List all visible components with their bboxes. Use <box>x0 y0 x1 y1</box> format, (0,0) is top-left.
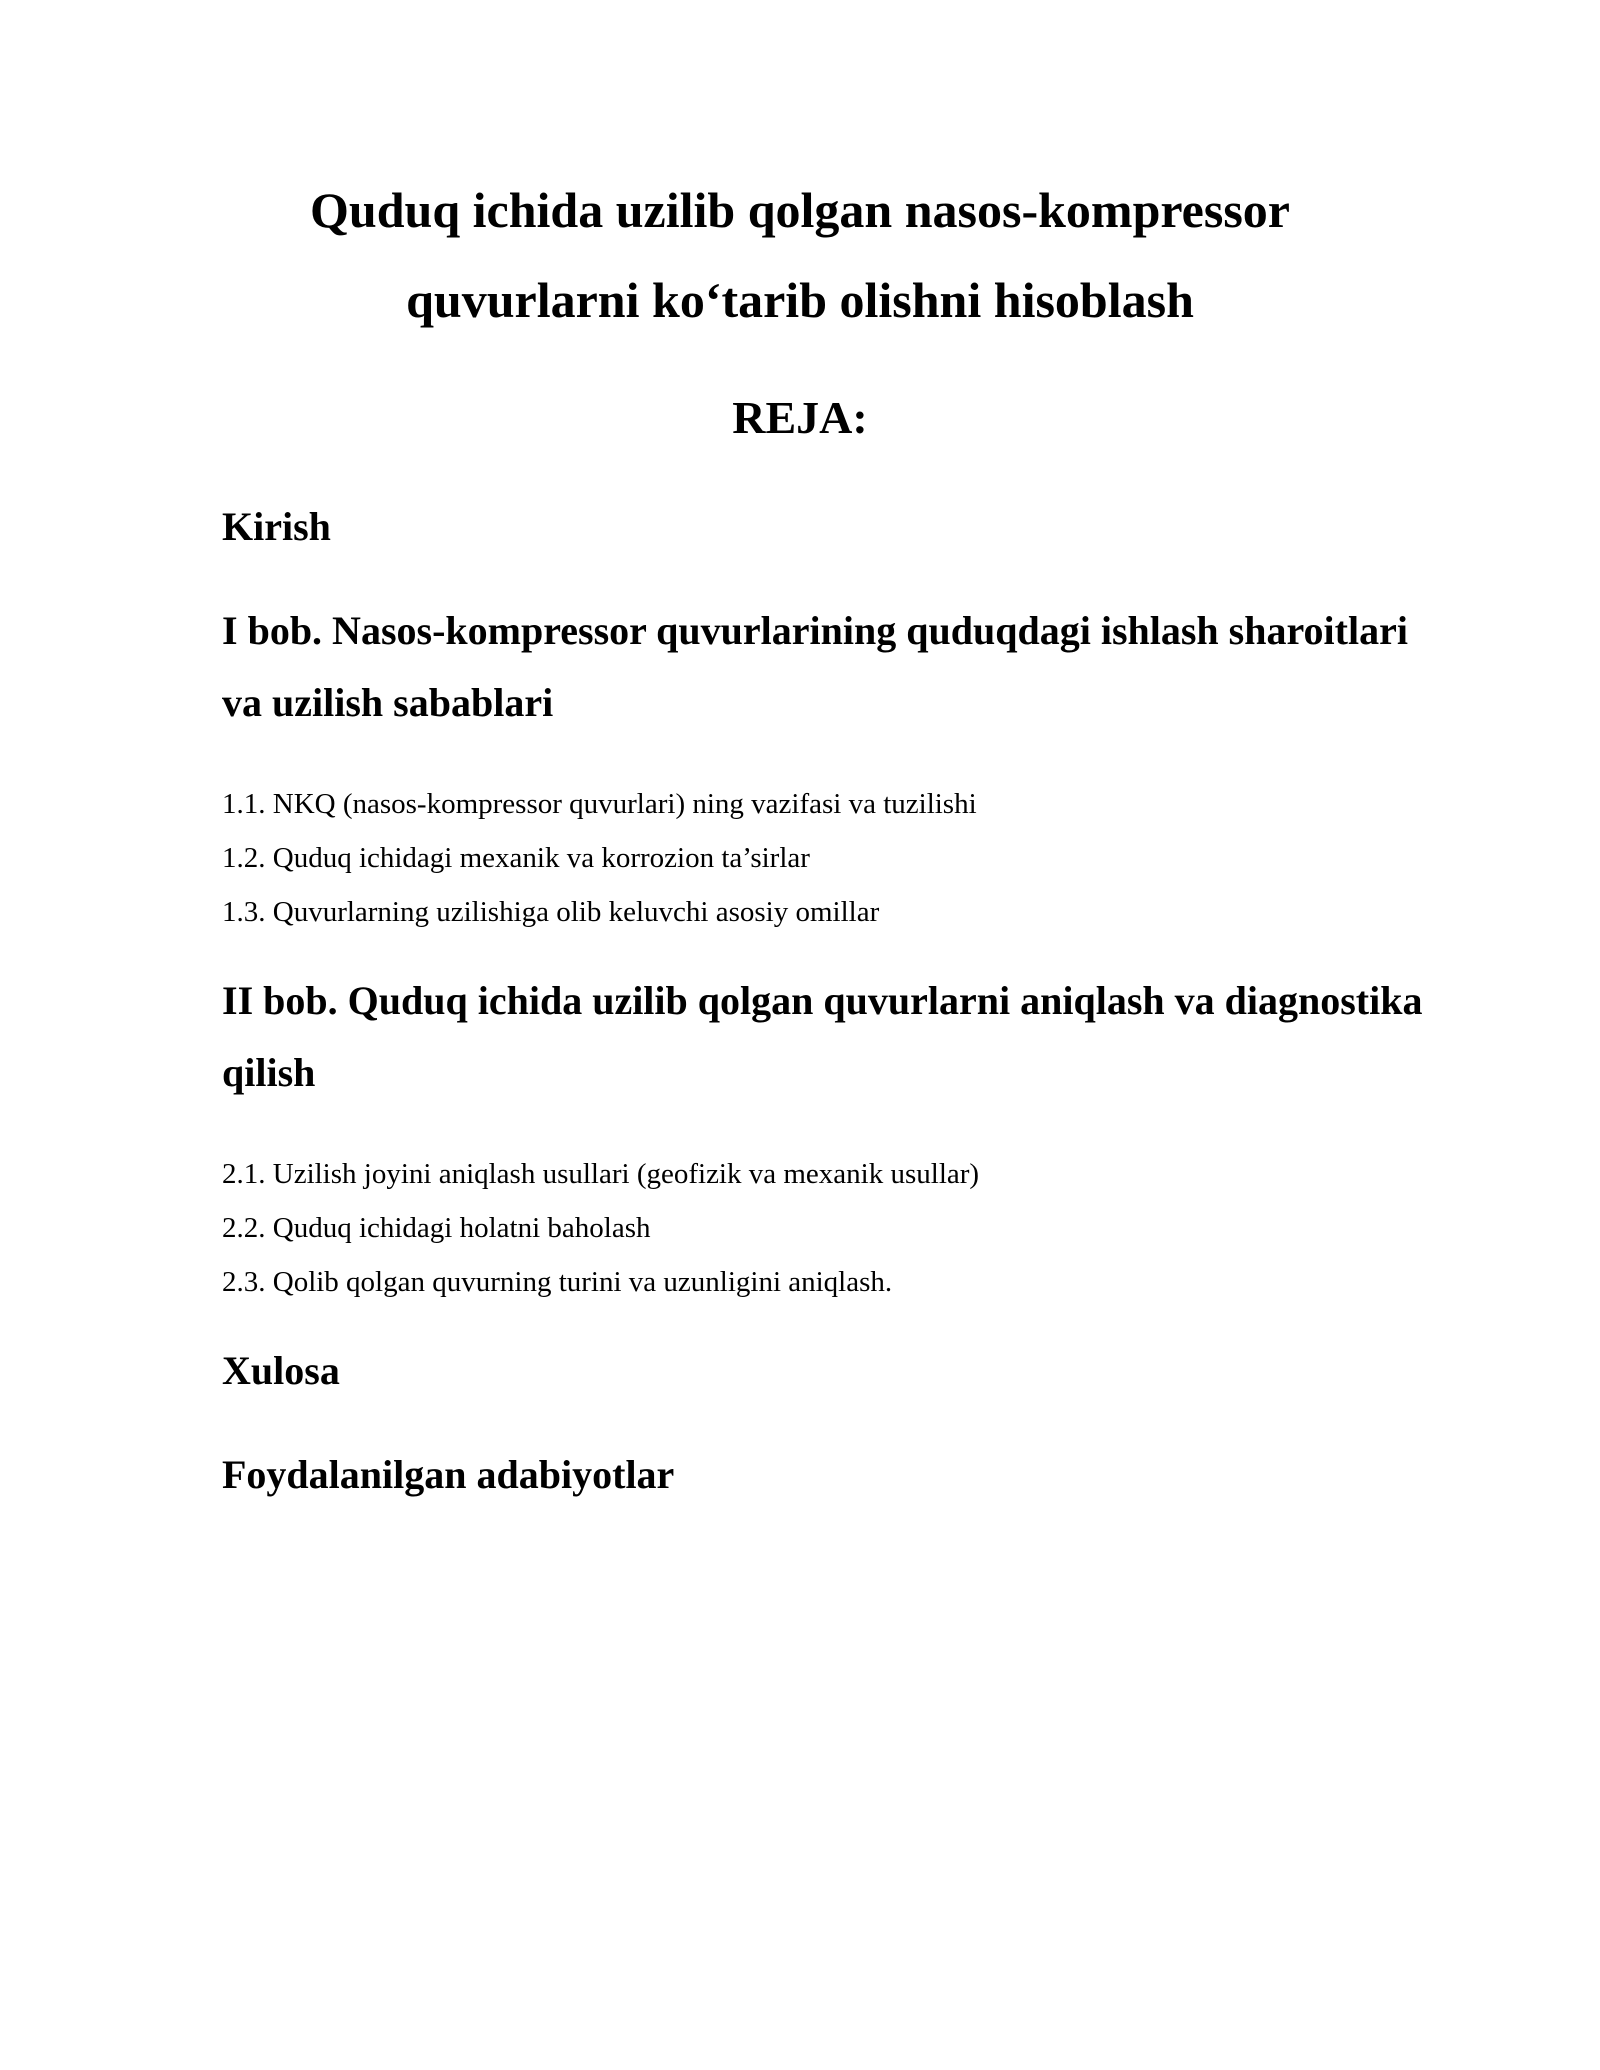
chapter1-item: 1.1. NKQ (nasos-kompressor quvurlari) ning vazifasi va tuzilishi <box>222 788 977 820</box>
chapter1-title-line-2: va uzilish sabablari <box>222 680 554 725</box>
chapter2-title-line-2: qilish <box>222 1050 316 1095</box>
chapter2-item: 2.1. Uzilish joyini aniqlash usullari (geofizik va mexanik usullar) <box>222 1158 980 1190</box>
chapter2-item: 2.3. Qolib qolgan quvurning turini va uzunligini aniqlash. <box>222 1266 893 1298</box>
plan-heading: REJA: <box>732 392 868 443</box>
document-title-line-1: Quduq ichida uzilib qolgan nasos-kompressor <box>310 182 1290 238</box>
references-heading: Foydalanilgan adabiyotlar <box>222 1452 675 1497</box>
conclusion-heading: Xulosa <box>222 1348 340 1393</box>
chapter2-item: 2.2. Quduq ichidagi holatni baholash <box>222 1212 651 1244</box>
document-title-line-2: quvurlarni ko‘tarib olishni hisoblash <box>406 272 1194 328</box>
chapter2-title-line-1: II bob. Quduq ichida uzilib qolgan quvurlarni aniqlash va diagnostika <box>222 978 1423 1023</box>
chapter1-item: 1.3. Quvurlarning uzilishiga olib keluvchi asosiy omillar <box>222 896 880 928</box>
chapter1-title-line-1: I bob. Nasos-kompressor quvurlarining quduqdagi ishlash sharoitlari <box>222 608 1408 653</box>
intro-heading: Kirish <box>222 504 331 549</box>
chapter1-item: 1.2. Quduq ichidagi mexanik va korrozion ta’sirlar <box>222 842 810 874</box>
